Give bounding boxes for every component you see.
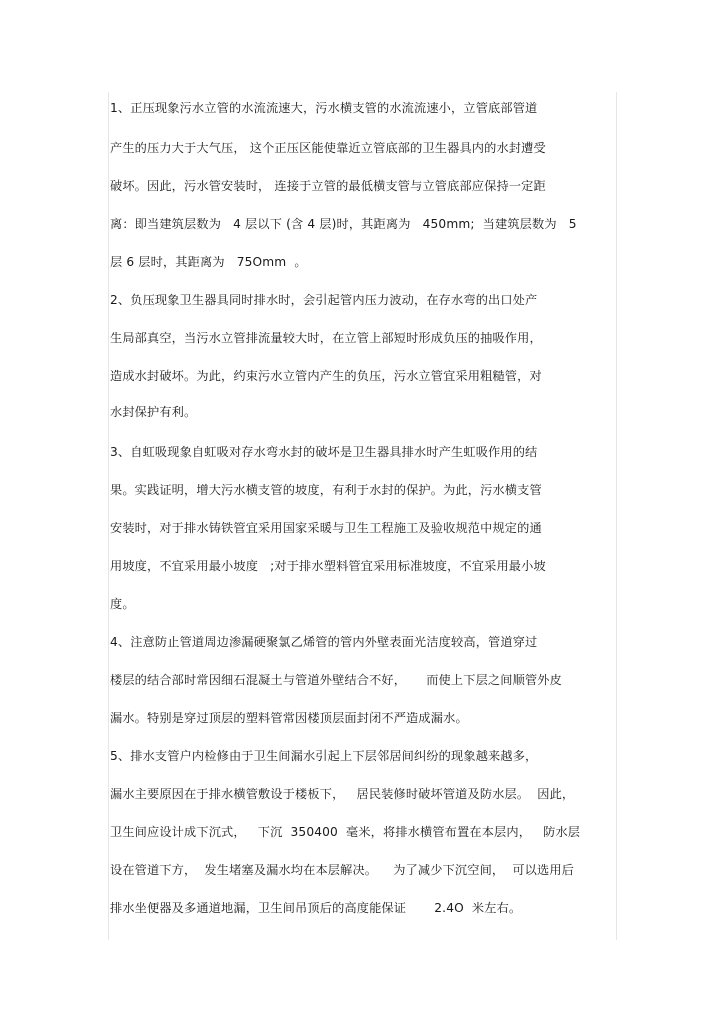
text-line: 3、自虹吸现象自虹吸对存水弯水封的破坏是卫生器具排水时产生虹吸作用的结 <box>110 445 538 459</box>
page-right-border <box>616 92 617 940</box>
text-line: 果。实践证明，增大污水横支管的坡度，有利于水封的保护。为此，污水横支管 <box>110 483 542 497</box>
text-line: 楼层的结合部时常因细石混凝土与管道外壁结合不好， 而使上下层之间顺管外皮 <box>110 673 562 687</box>
text-line: 4、注意防止管道周边渗漏硬聚氯乙烯管的管内外壁表面光洁度较高，管道穿过 <box>110 635 538 649</box>
text-line: 漏水。特别是穿过顶层的塑料管常因楼顶层面封闭不严造成漏水。 <box>110 711 468 725</box>
text-line: 水封保护有利。 <box>110 405 197 419</box>
text-line: 度。 <box>110 597 135 611</box>
text-line: 排水坐便器及多通道地漏，卫生间吊顶后的高度能保证 2.4O 米左右。 <box>110 901 522 915</box>
text-line: 漏水主要原因在于排水横管敷设于楼板下， 居民装修时破坏管道及防水层。 因此， <box>110 787 575 801</box>
text-line: 卫生间应设计成下沉式， 下沉 350400 毫米，将排水横管布置在本层内， 防水层 <box>110 825 581 839</box>
text-line: 层 6 层时，其距离为 75Omm 。 <box>110 255 307 269</box>
text-line: 生局部真空，当污水立管排流量较大时，在立管上部短时形成负压的抽吸作用， <box>110 331 542 345</box>
text-line: 1、正压现象污水立管的水流流速大，污水横支管的水流流速小，立管底部管道 <box>110 101 538 115</box>
text-line: 5、排水支管户内检修由于卫生间漏水引起上下层邻居间纠纷的现象越来越多， <box>110 749 538 763</box>
text-line: 用坡度，不宜采用最小坡度 ;对于排水塑料管宜采用标准坡度，不宜采用最小坡 <box>110 559 546 573</box>
text-line: 2、负压现象卫生器具同时排水时，会引起管内压力波动，在存水弯的出口处产 <box>110 293 538 307</box>
text-line: 设在管道下方， 发生堵塞及漏水均在本层解决。 为了减少下沉空间， 可以选用后 <box>110 863 575 877</box>
text-line: 破坏。因此，污水管安装时， 连接于立管的最低横支管与立管底部应保持一定距 <box>110 179 546 193</box>
text-line: 安装时，对于排水铸铁管宜采用国家采暖与卫生工程施工及验收规范中规定的通 <box>110 521 542 535</box>
text-line: 造成水封破坏。为此，约束污水立管内产生的负压，污水立管宜采用粗糙管，对 <box>110 369 542 383</box>
page-left-border <box>108 92 109 940</box>
text-line: 离：即当建筑层数为 4 层以下 (含 4 层)时，其距离为 450mm; 当建筑层数为 5 <box>110 217 577 231</box>
text-line: 产生的压力大于大气压， 这个正压区能使靠近立管底部的卫生器具内的水封遭受 <box>110 141 546 155</box>
